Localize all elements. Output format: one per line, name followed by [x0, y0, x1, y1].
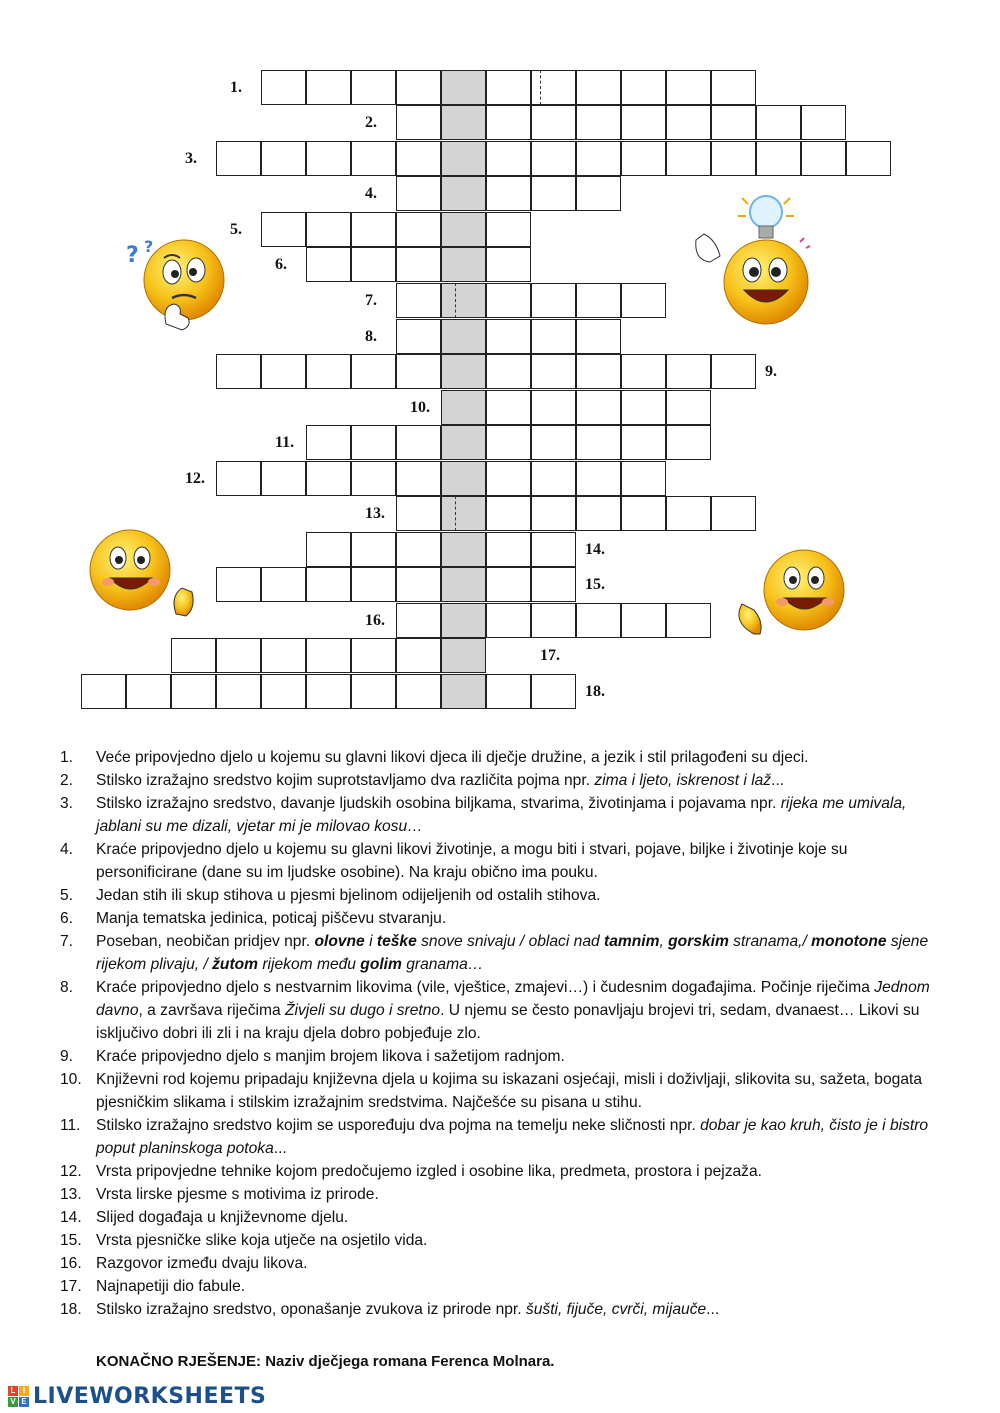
crossword-cell[interactable] [306, 674, 351, 709]
crossword-cell[interactable] [621, 105, 666, 140]
crossword-cell[interactable] [441, 105, 486, 140]
crossword-cell[interactable] [351, 212, 396, 247]
crossword-cell[interactable] [531, 496, 576, 531]
clue-number: 17. [60, 1278, 82, 1295]
clue-item [60, 907, 940, 930]
clue-text: zima i ljeto, iskrenost i laž [594, 772, 772, 789]
crossword-cell[interactable] [351, 141, 396, 176]
row-number-label: 10. [410, 399, 430, 416]
clue-text: , [659, 933, 669, 950]
clue-number: 2. [60, 772, 74, 789]
crossword-cell[interactable] [531, 141, 576, 176]
crossword-cell[interactable] [351, 70, 396, 105]
crossword-cell[interactable] [486, 354, 531, 389]
clue-text: golim [360, 956, 402, 973]
clue-text: stranama,/ [728, 933, 812, 950]
clue-text: Jedan stih ili skup stihova u pjesmi bjelinom odijeljenih od ostalih stihova. [96, 887, 601, 904]
crossword-cell[interactable] [666, 390, 711, 425]
crossword-cell[interactable] [396, 461, 441, 496]
crossword-cell[interactable] [621, 425, 666, 460]
crossword-cell[interactable] [531, 319, 576, 354]
clue-text: Veće pripovjedno djelo u kojemu su glavni likovi djeca ili dječje družine, a jezik i stil prilagođeni su djeci. [96, 749, 809, 766]
crossword-cell[interactable] [711, 70, 756, 105]
crossword-cell[interactable] [441, 354, 486, 389]
clue-number: 9. [60, 1048, 74, 1065]
crossword-cell[interactable] [216, 354, 261, 389]
crossword-cell[interactable] [261, 638, 306, 673]
crossword-cell[interactable] [576, 496, 621, 531]
crossword-cell[interactable] [711, 496, 756, 531]
clue-text: Kraće pripovjedno djelo s manjim brojem likova i sažetijom radnjom. [96, 1048, 565, 1065]
crossword-cell[interactable] [666, 354, 711, 389]
crossword-cell[interactable] [576, 354, 621, 389]
crossword-cell[interactable] [441, 176, 486, 211]
clue-text: sjene rijekom plivaju, / [96, 933, 929, 973]
crossword-cell[interactable] [801, 141, 846, 176]
crossword-cell[interactable] [396, 212, 441, 247]
crossword-cell[interactable] [531, 461, 576, 496]
crossword-cell[interactable] [306, 70, 351, 105]
clue-text: Manja tematska jedinica, poticaj piščevu stvaranju. [96, 910, 447, 927]
crossword-cell[interactable] [351, 532, 396, 567]
svg-text:?: ? [144, 237, 154, 256]
clue-item [60, 1068, 940, 1114]
crossword-cell[interactable] [441, 638, 486, 673]
crossword-cell[interactable] [756, 105, 801, 140]
crossword-cell[interactable] [486, 247, 531, 282]
crossword-cell[interactable] [576, 461, 621, 496]
row-number-label: 5. [230, 221, 242, 238]
crossword-cell[interactable] [351, 354, 396, 389]
crossword-cell[interactable] [711, 354, 756, 389]
clue-text: šušti, fijuče, cvrči, mijauče [525, 1301, 707, 1318]
logo-text: LIVEWORKSHEETS [33, 1383, 267, 1409]
crossword-cell[interactable] [441, 70, 486, 105]
clue-text: Vrsta lirske pjesme s motivima iz prirode. [96, 1186, 379, 1203]
crossword-cell[interactable] [441, 674, 486, 709]
row-number-label: 11. [275, 434, 295, 451]
row-number-label: 12. [185, 470, 205, 487]
svg-text:?: ? [126, 243, 139, 268]
crossword-cell[interactable] [711, 141, 756, 176]
clue-text: Vrsta pripovjedne tehnike kojom predočujemo izgled i osobine lika, predmeta, prostora i pejzaža. [96, 1163, 762, 1180]
clue-number: 13. [60, 1186, 82, 1203]
clue-item [60, 1252, 940, 1275]
crossword-cell[interactable] [396, 283, 441, 318]
crossword-cell[interactable] [261, 674, 306, 709]
clue-item [60, 1183, 940, 1206]
row-number-label: 2. [365, 114, 377, 131]
crossword-cell[interactable] [396, 141, 441, 176]
crossword-cell[interactable] [396, 247, 441, 282]
crossword-cell[interactable] [486, 603, 531, 638]
clue-item [60, 1045, 940, 1068]
crossword-cell[interactable] [441, 603, 486, 638]
thinking-emoji-icon [122, 234, 232, 334]
crossword-cell[interactable] [531, 390, 576, 425]
crossword-cell[interactable] [441, 247, 486, 282]
row-number-label: 18. [585, 683, 605, 700]
crossword-cell[interactable] [801, 105, 846, 140]
crossword-cell[interactable] [351, 638, 396, 673]
crossword-cell[interactable] [441, 141, 486, 176]
crossword-cell[interactable] [666, 425, 711, 460]
crossword-cell[interactable] [261, 141, 306, 176]
crossword-cell[interactable] [261, 461, 306, 496]
crossword-cell[interactable] [81, 674, 126, 709]
crossword-cell[interactable] [486, 212, 531, 247]
clue-number: 14. [60, 1209, 82, 1226]
crossword-cell[interactable] [396, 319, 441, 354]
clue-text: snove snivaju / oblaci nad [416, 933, 605, 950]
happy-emoji-left-icon [86, 528, 206, 618]
clue-text: granama… [401, 956, 484, 973]
clue-list [60, 746, 940, 1321]
crossword-cell[interactable] [441, 461, 486, 496]
crossword-cell[interactable] [621, 461, 666, 496]
crossword-cell[interactable] [576, 176, 621, 211]
crossword-cell[interactable] [441, 283, 486, 318]
clue-text: Kraće pripovjedno djelo s nestvarnim likovima (vile, vještice, zmajevi…) i čudesnim događajima. Počinje riječima [96, 979, 875, 996]
happy-emoji-right-icon [730, 548, 850, 638]
crossword-cell[interactable] [621, 141, 666, 176]
crossword-cell[interactable] [306, 532, 351, 567]
crossword-cell[interactable] [396, 567, 441, 602]
crossword-cell[interactable] [531, 70, 576, 105]
crossword-cell[interactable] [216, 674, 261, 709]
crossword-cell[interactable] [486, 176, 531, 211]
clue-item [60, 1114, 940, 1160]
crossword-cell[interactable] [351, 461, 396, 496]
crossword-cell[interactable] [351, 247, 396, 282]
crossword-cell[interactable] [306, 212, 351, 247]
dashed-divider [455, 496, 456, 531]
crossword-cell[interactable] [621, 354, 666, 389]
crossword-cell[interactable] [396, 354, 441, 389]
crossword-cell[interactable] [531, 532, 576, 567]
clue-text: Stilsko izražajno sredstvo kojim se uspoređuju dva pojma na temelju neke sličnosti npr. [96, 1117, 701, 1134]
crossword-cell[interactable] [576, 141, 621, 176]
crossword-cell[interactable] [666, 496, 711, 531]
clue-item [60, 1298, 940, 1321]
clue-text: Najnapetiji dio fabule. [96, 1278, 246, 1295]
clue-text: žutom [212, 956, 259, 973]
crossword-cell[interactable] [621, 70, 666, 105]
clue-number: 10. [60, 1071, 82, 1088]
clue-number: 16. [60, 1255, 82, 1272]
row-number-label: 7. [365, 292, 377, 309]
crossword-cell[interactable] [486, 319, 531, 354]
clue-text: ... [273, 1140, 287, 1157]
clue-text: Vrsta pjesničke slike koja utječe na osjetilo vida. [96, 1232, 428, 1249]
clue-number: 6. [60, 910, 74, 927]
row-number-label: 4. [365, 185, 377, 202]
logo-block-l: L [8, 1386, 18, 1396]
clue-item [60, 1275, 940, 1298]
crossword-cell[interactable] [306, 247, 351, 282]
crossword-cell[interactable] [441, 425, 486, 460]
row-number-label: 6. [275, 256, 287, 273]
row-number-label: 13. [365, 505, 385, 522]
clue-text: ... [706, 1301, 720, 1318]
dashed-divider [455, 283, 456, 318]
logo-block-i: I [19, 1386, 29, 1396]
crossword-cell[interactable] [396, 674, 441, 709]
clue-text: teške [376, 933, 417, 950]
crossword-cell[interactable] [441, 532, 486, 567]
clue-item [60, 769, 940, 792]
row-number-label: 1. [230, 79, 242, 96]
crossword-cell[interactable] [531, 567, 576, 602]
row-number-label: 8. [365, 328, 377, 345]
clue-number: 18. [60, 1301, 82, 1318]
crossword-cell[interactable] [576, 283, 621, 318]
crossword-cell[interactable] [306, 425, 351, 460]
crossword-cell[interactable] [666, 141, 711, 176]
clue-text: Poseban, neobičan pridjev npr. [96, 933, 315, 950]
clue-number: 3. [60, 795, 74, 812]
crossword-cell[interactable] [486, 674, 531, 709]
crossword-cell[interactable] [396, 603, 441, 638]
clue-text: Razgovor između dvaju likova. [96, 1255, 308, 1272]
crossword-cell[interactable] [576, 603, 621, 638]
row-number-label: 3. [185, 150, 197, 167]
crossword-cell[interactable] [531, 283, 576, 318]
crossword-cell[interactable] [486, 283, 531, 318]
crossword-cell[interactable] [621, 390, 666, 425]
clue-number: 4. [60, 841, 74, 858]
crossword-cell[interactable] [666, 70, 711, 105]
clue-text: Živjeli su dugo i sretno [284, 1002, 441, 1019]
crossword-cell[interactable] [351, 674, 396, 709]
logo-block-v: V [8, 1397, 18, 1407]
clue-text: rijekom među [258, 956, 361, 973]
crossword-cell[interactable] [396, 425, 441, 460]
crossword-cell[interactable] [441, 319, 486, 354]
row-number-label: 15. [585, 576, 605, 593]
clue-number: 1. [60, 749, 74, 766]
crossword-cell[interactable] [576, 390, 621, 425]
crossword-cell[interactable] [486, 425, 531, 460]
crossword-cell[interactable] [351, 567, 396, 602]
row-number-label: 16. [365, 612, 385, 629]
crossword-cell[interactable] [441, 496, 486, 531]
crossword-cell[interactable] [171, 674, 216, 709]
crossword-cell[interactable] [396, 638, 441, 673]
crossword-cell[interactable] [261, 567, 306, 602]
clue-text: , a završava riječima [138, 1002, 285, 1019]
clue-item [60, 976, 940, 1045]
crossword-cell[interactable] [486, 105, 531, 140]
clue-text: Stilsko izražajno sredstvo, davanje ljudskih osobina biljkama, stvarima, životinjama i pojavama npr. [96, 795, 781, 812]
crossword-cell[interactable] [441, 212, 486, 247]
crossword-cell[interactable] [396, 70, 441, 105]
clue-text: monotone [811, 933, 887, 950]
crossword-cell[interactable] [531, 425, 576, 460]
crossword-cell[interactable] [351, 425, 396, 460]
clue-number: 15. [60, 1232, 82, 1249]
crossword-cell[interactable] [171, 638, 216, 673]
crossword-cell[interactable] [621, 603, 666, 638]
crossword-cell[interactable] [216, 461, 261, 496]
crossword-cell[interactable] [576, 105, 621, 140]
crossword-cell[interactable] [666, 105, 711, 140]
logo-block-e: E [19, 1397, 29, 1407]
clue-text: Slijed događaja u književnome djelu. [96, 1209, 349, 1226]
row-number-label: 17. [540, 647, 560, 664]
crossword-cell[interactable] [396, 496, 441, 531]
crossword-cell[interactable] [666, 603, 711, 638]
crossword-cell[interactable] [621, 283, 666, 318]
crossword-cell[interactable] [576, 319, 621, 354]
clue-text: Jednom davno [96, 979, 930, 1019]
crossword-cell[interactable] [621, 496, 666, 531]
crossword-cell[interactable] [261, 354, 306, 389]
crossword-cell[interactable] [396, 532, 441, 567]
clue-text: rijeka me umivala, jablani su me dizali, vjetar mi je milovao kosu… [96, 795, 907, 835]
crossword-cell[interactable] [576, 425, 621, 460]
clue-item [60, 930, 940, 976]
crossword-cell[interactable] [306, 354, 351, 389]
clue-item [60, 838, 940, 884]
row-number-label: 9. [765, 363, 777, 380]
clue-text: dobar je kao kruh, čisto je i bistro poput planinskoga potoka [96, 1117, 929, 1157]
crossword-cell[interactable] [486, 532, 531, 567]
crossword-cell[interactable] [531, 354, 576, 389]
crossword-cell[interactable] [846, 141, 891, 176]
clue-text: . U njemu se često ponavljaju brojevi tri, sedam, dvanaest… Likovi su isključivo dobri ili zli i na kraju djela dobro pobjeđuje zlo. [96, 1002, 920, 1042]
crossword-cell[interactable] [216, 141, 261, 176]
crossword-cell[interactable] [216, 638, 261, 673]
crossword-cell[interactable] [486, 461, 531, 496]
crossword-cell[interactable] [486, 70, 531, 105]
crossword-cell[interactable] [531, 105, 576, 140]
clue-number: 8. [60, 979, 74, 996]
crossword-cell[interactable] [261, 212, 306, 247]
clue-text: tamnim [604, 933, 660, 950]
crossword-cell[interactable] [396, 176, 441, 211]
clue-item [60, 1160, 940, 1183]
dashed-divider [540, 70, 541, 105]
clue-item [60, 746, 940, 769]
logo-blocks-icon [8, 1386, 29, 1407]
crossword-cell[interactable] [216, 567, 261, 602]
crossword-cell[interactable] [261, 70, 306, 105]
crossword-cell[interactable] [306, 461, 351, 496]
crossword-cell[interactable] [306, 567, 351, 602]
idea-emoji-icon [690, 190, 820, 330]
clue-number: 11. [60, 1117, 81, 1134]
crossword-cell[interactable] [396, 105, 441, 140]
crossword-cell[interactable] [306, 141, 351, 176]
crossword-cell[interactable] [486, 496, 531, 531]
crossword-cell[interactable] [441, 567, 486, 602]
crossword-cell[interactable] [486, 141, 531, 176]
final-solution-text: KONAČNO RJEŠENJE: Naziv dječjega romana Ferenca Molnara. [96, 1353, 555, 1370]
crossword-cell[interactable] [441, 390, 486, 425]
clue-text: ... [771, 772, 785, 789]
crossword-cell[interactable] [531, 603, 576, 638]
liveworksheets-logo [8, 1382, 266, 1410]
clue-number: 5. [60, 887, 74, 904]
clue-item [60, 1229, 940, 1252]
clue-number: 7. [60, 933, 74, 950]
clue-number: 12. [60, 1163, 82, 1180]
crossword-cell[interactable] [576, 70, 621, 105]
crossword-cell[interactable] [486, 390, 531, 425]
clue-text: gorskim [668, 933, 729, 950]
clue-text: olovne [314, 933, 365, 950]
clue-item [60, 884, 940, 907]
clue-text: i [364, 933, 377, 950]
clue-text: Stilsko izražajno sredstvo kojim suprotstavljamo dva različita pojma npr. [96, 772, 595, 789]
crossword-cell[interactable] [126, 674, 171, 709]
crossword-cell[interactable] [711, 105, 756, 140]
crossword-cell[interactable] [486, 567, 531, 602]
crossword-cell[interactable] [531, 674, 576, 709]
clue-text: Kraće pripovjedno djelo u kojemu su glavni likovi životinje, a mogu biti i stvari, pojave, biljke i životinje koje su personificirane (dane su im ljudske osobine). Na kraju obično ima pouku. [96, 841, 848, 881]
crossword-cell[interactable] [306, 638, 351, 673]
clue-text: Stilsko izražajno sredstvo, oponašanje zvukova iz prirode npr. [96, 1301, 526, 1318]
clue-item [60, 1206, 940, 1229]
row-number-label: 14. [585, 541, 605, 558]
clue-text: Književni rod kojemu pripadaju književna djela u kojima su iskazani osjećaji, misli i doživljaji, slikovita su, sažeta, bogata pjesničkim slikama i stilskim izražajnim sredstvima. Najčešće su pisana u stihu. [96, 1071, 922, 1111]
clue-item [60, 792, 940, 838]
crossword-cell[interactable] [531, 176, 576, 211]
crossword-cell[interactable] [756, 141, 801, 176]
